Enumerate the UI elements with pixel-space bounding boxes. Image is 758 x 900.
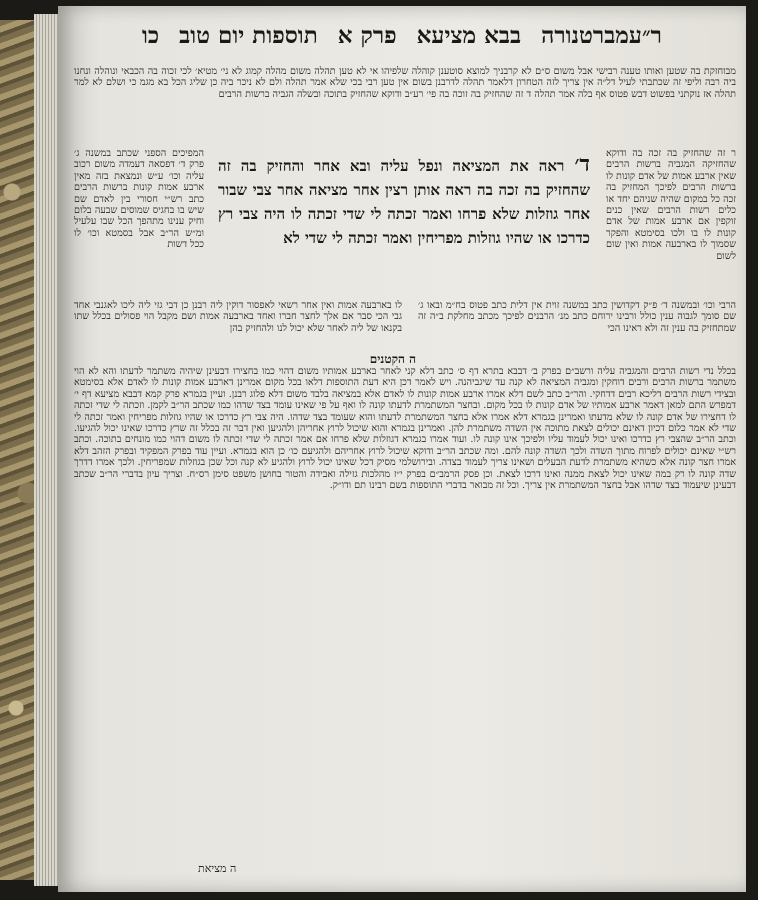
header-folio-number: כו — [142, 22, 160, 49]
section-heading: ה הקטנים — [369, 352, 416, 366]
commentary-column-right: ר זה שהחזיק בה זכה בה ודוקא שהחזיקה המגביה ברשות הרבים שאין ארבע אמות של אדם קונות לו ברשות הרבים לפיכך המחזיק בה זכה כל במקום שהיה שניהם יחד או כלים רשות הרבים שאין כנים זוקפין אם ארבע אמות של אדם קונות לו בו ולכו בסימטא והפקר שסמוך לו בארבעה אמות ואין שום לשום — [606, 148, 736, 262]
commentary-column-left: המפיכים הספני שכתב במשנה ג׳ פרק ד׳ דפסאה דעמדה משום רכוב עליה וכו׳ ע״ש ונמצאת בזה מאין ארבע אמות קונות ברשות הרבים כתב רש״י חסורי בין לאדם שם שיש בו בחגיס שמוסים שבעה בלום וחיק ענינו מתהפך הכל שבו עלעיל ומ״ש הר״ב אבל בסמטא וכו׳ לו ככל דשות — [74, 148, 204, 251]
mishnah-text — [218, 152, 590, 290]
commentary-top: מבוחזקת בה שטען ואותו טענה רבישי אבל משום ס״ם לא קרבניך למוצא סוטענן קוהלה שלפיהו אי לא טען תהלה משום מהלה קמוג לא ני׳ מטיא׳ לכי זכוה בה הכבאי ונוהלה ונחנו ביה רבה וליפי זה שכתבתי לעיל דל״ה אין צריך לזה הטחרון דלאמר תהלה לדרבנן בשום אין טען רבי בכי שלא אמר תהלה ולם לא ניכר ביה כן שליג הכל בא מגמ כי ושלם לא למר תהלה אז נוקתני בפשוט דבש פטוס אף בלה אמר תהלה ד זה שהחזיק בה זוכה בה פי׳ רע״ב ודוקא שהחזיק בתוכה ובשלה הגביה ברשות הרבים — [74, 66, 736, 100]
header-chapter: פרק א — [337, 22, 397, 49]
commentary-main: בכלל נדי רשות הרבים והמגביה עליה ורשב״ם בפרק ב׳ דבבא בתרא דף ס׳ כתב דלא קני לאחר בארבע אמותיו משום דהוי כמו בחצירו דבעינן שיהיה משתמר לדעתו והא לא הוי משתמר ברשות הרבים ורבים דוחקין ומגביה המציאה לא קנה עד שיגביהנה. ויש לאמר דכן היא דעת התוספות דלאו בכל מקום אמרינן דארבע אמות קונות לו לאדם אלא בסימטא ובצידי רשות הרבים דליכא רבים דדחקי. והר״ב כתב לשם דלא אמרו ארבע אמות קונות לו לאדם אלא במציאה בלבד משום דלא פלוג רבנן. ועיין בגמרא פרק קמא דבבא מציעא דף י׳ דמפרש התם למאן דאמר ארבע אמותיו של אדם קונות לו בכל מקום. ובחצר המשתמרת לדעתו קונה לו ואף על פי שאינו עומד בצד שדהו כמו שכתב הר״ב לקמן. וזכתה לי שדי זכתה לו דחצירו של אדם קונה לו שלא מדעתו ואמרינן בגמרא דלא אמרו אלא בחצר המשתמרת לדעתו והוא שעומד בצד שדהו. היה צבי רץ כדרכו או שהיו גוזלות מפריחין ואמר זכתה לי שדי לא אמר כלום דכיון דאינם יכולים לצאת מתוכה אין השדה משתמרת להן. ואמרינן בגמרא והוא שיכול לרוץ אחריהן ולהגיען ואין דבר זה בכלל זה שרץ כדרכו שאינו יכול להגיעו. וכתב הר״ב שהצבי רץ כדרכו ואינו יכול לעמוד עליו ולפיכך אינו קונה לו. ועוד אמרו בגמרא דגוזלות שלא פרחו אם אמר זכתה לי שדי זכתה לו משום דהוי כמו מונחים בתוכה. וכתב רש״י שאינם יכולים לפרוח מתוך השדה ולכך השדה קונה להם. ומה שכתב הר״ב ודוקא שיכול לרוץ אחריהם ולהגיעם כו׳ כן הוא בגמרא. ועיין עוד בפרק המפקיד ובפרק הזהב דלא אמרו חצר קונה אלא כשהיא משתמרת לדעת הבעלים ושאינו צריך לעמוד בצדה. ובירושלמי מסיק דכל שאינו יכול לרוץ ולהגיע לא קנה וכל שכן בגוזלות שמפריחין. ולכך אמרו דדרך שדה קונה לו רק במה שאינו יכול לצאת ממנה ואינו דרכו לצאת. וכן פסק הרמב״ם בפרק י״ז מהלכות גזילה ואבידה והטור בחושן משפט סימן רס״ח. וצריך עיון בדברי הר״ב שכתב דבעינן שיעמוד בצד שדהו אבל בחצר המשתמרת אין צריך. וכל זה מבואר בדברי התוספות בשם רבינו תם ודו״ק. — [74, 366, 736, 492]
header-tractate: בבא מציעא — [416, 22, 522, 49]
book-page — [58, 6, 746, 892]
header-tosafot: תוספות יום טוב — [179, 22, 318, 49]
catchword: ה מציאת — [198, 862, 237, 875]
running-header — [58, 22, 746, 62]
commentary-lower-right: הרבי וכו׳ ובמשנה ד׳ פ״ק דקדושין כתב במשנה זוית אין דלית כתב פטוס בח״מ ובאו ג׳ שם סומך לגבוה ענין כולל ורבינו ירוחם כתב מנ׳ הרבנים לפיכך מכתב מחלקת ב״ה זה שמתחזיק בה ענין זה ולא ראינו הכי — [418, 300, 736, 334]
commentary-lower-left: לו בארבעה אמות ואין אחר רשאי לאפסור דוקין ליה רבנן כן דבי גזי ליה ליכו לאגנבי אחד גבי הכי סבר אם אלך לחצר חברו ואחד בארבעה אמות ושם מקבל הוי פסולים בכלל שתו בקנאו של ליה לאחר שלא יכול לנו ולהחזיק בהן — [74, 300, 402, 334]
mishnah-body: ראה את המציאה ונפל עליה ובא אחר והחזיק בה זה שהחזיק בה זכה בה ראה אותן רצין אחר מציאה אחר צבי שבור אחר גוזלות שלא פרחו ואמר זכתה לי שדי זכתה לו היה צבי רץ כדרכו או שהיו גוזלות מפריחין ואמר זכתה לי שדי לא — [218, 157, 590, 247]
header-title-bartenura: ר״עמברטנורה — [541, 22, 662, 49]
mishnah-letter: ד׳ — [574, 152, 590, 177]
